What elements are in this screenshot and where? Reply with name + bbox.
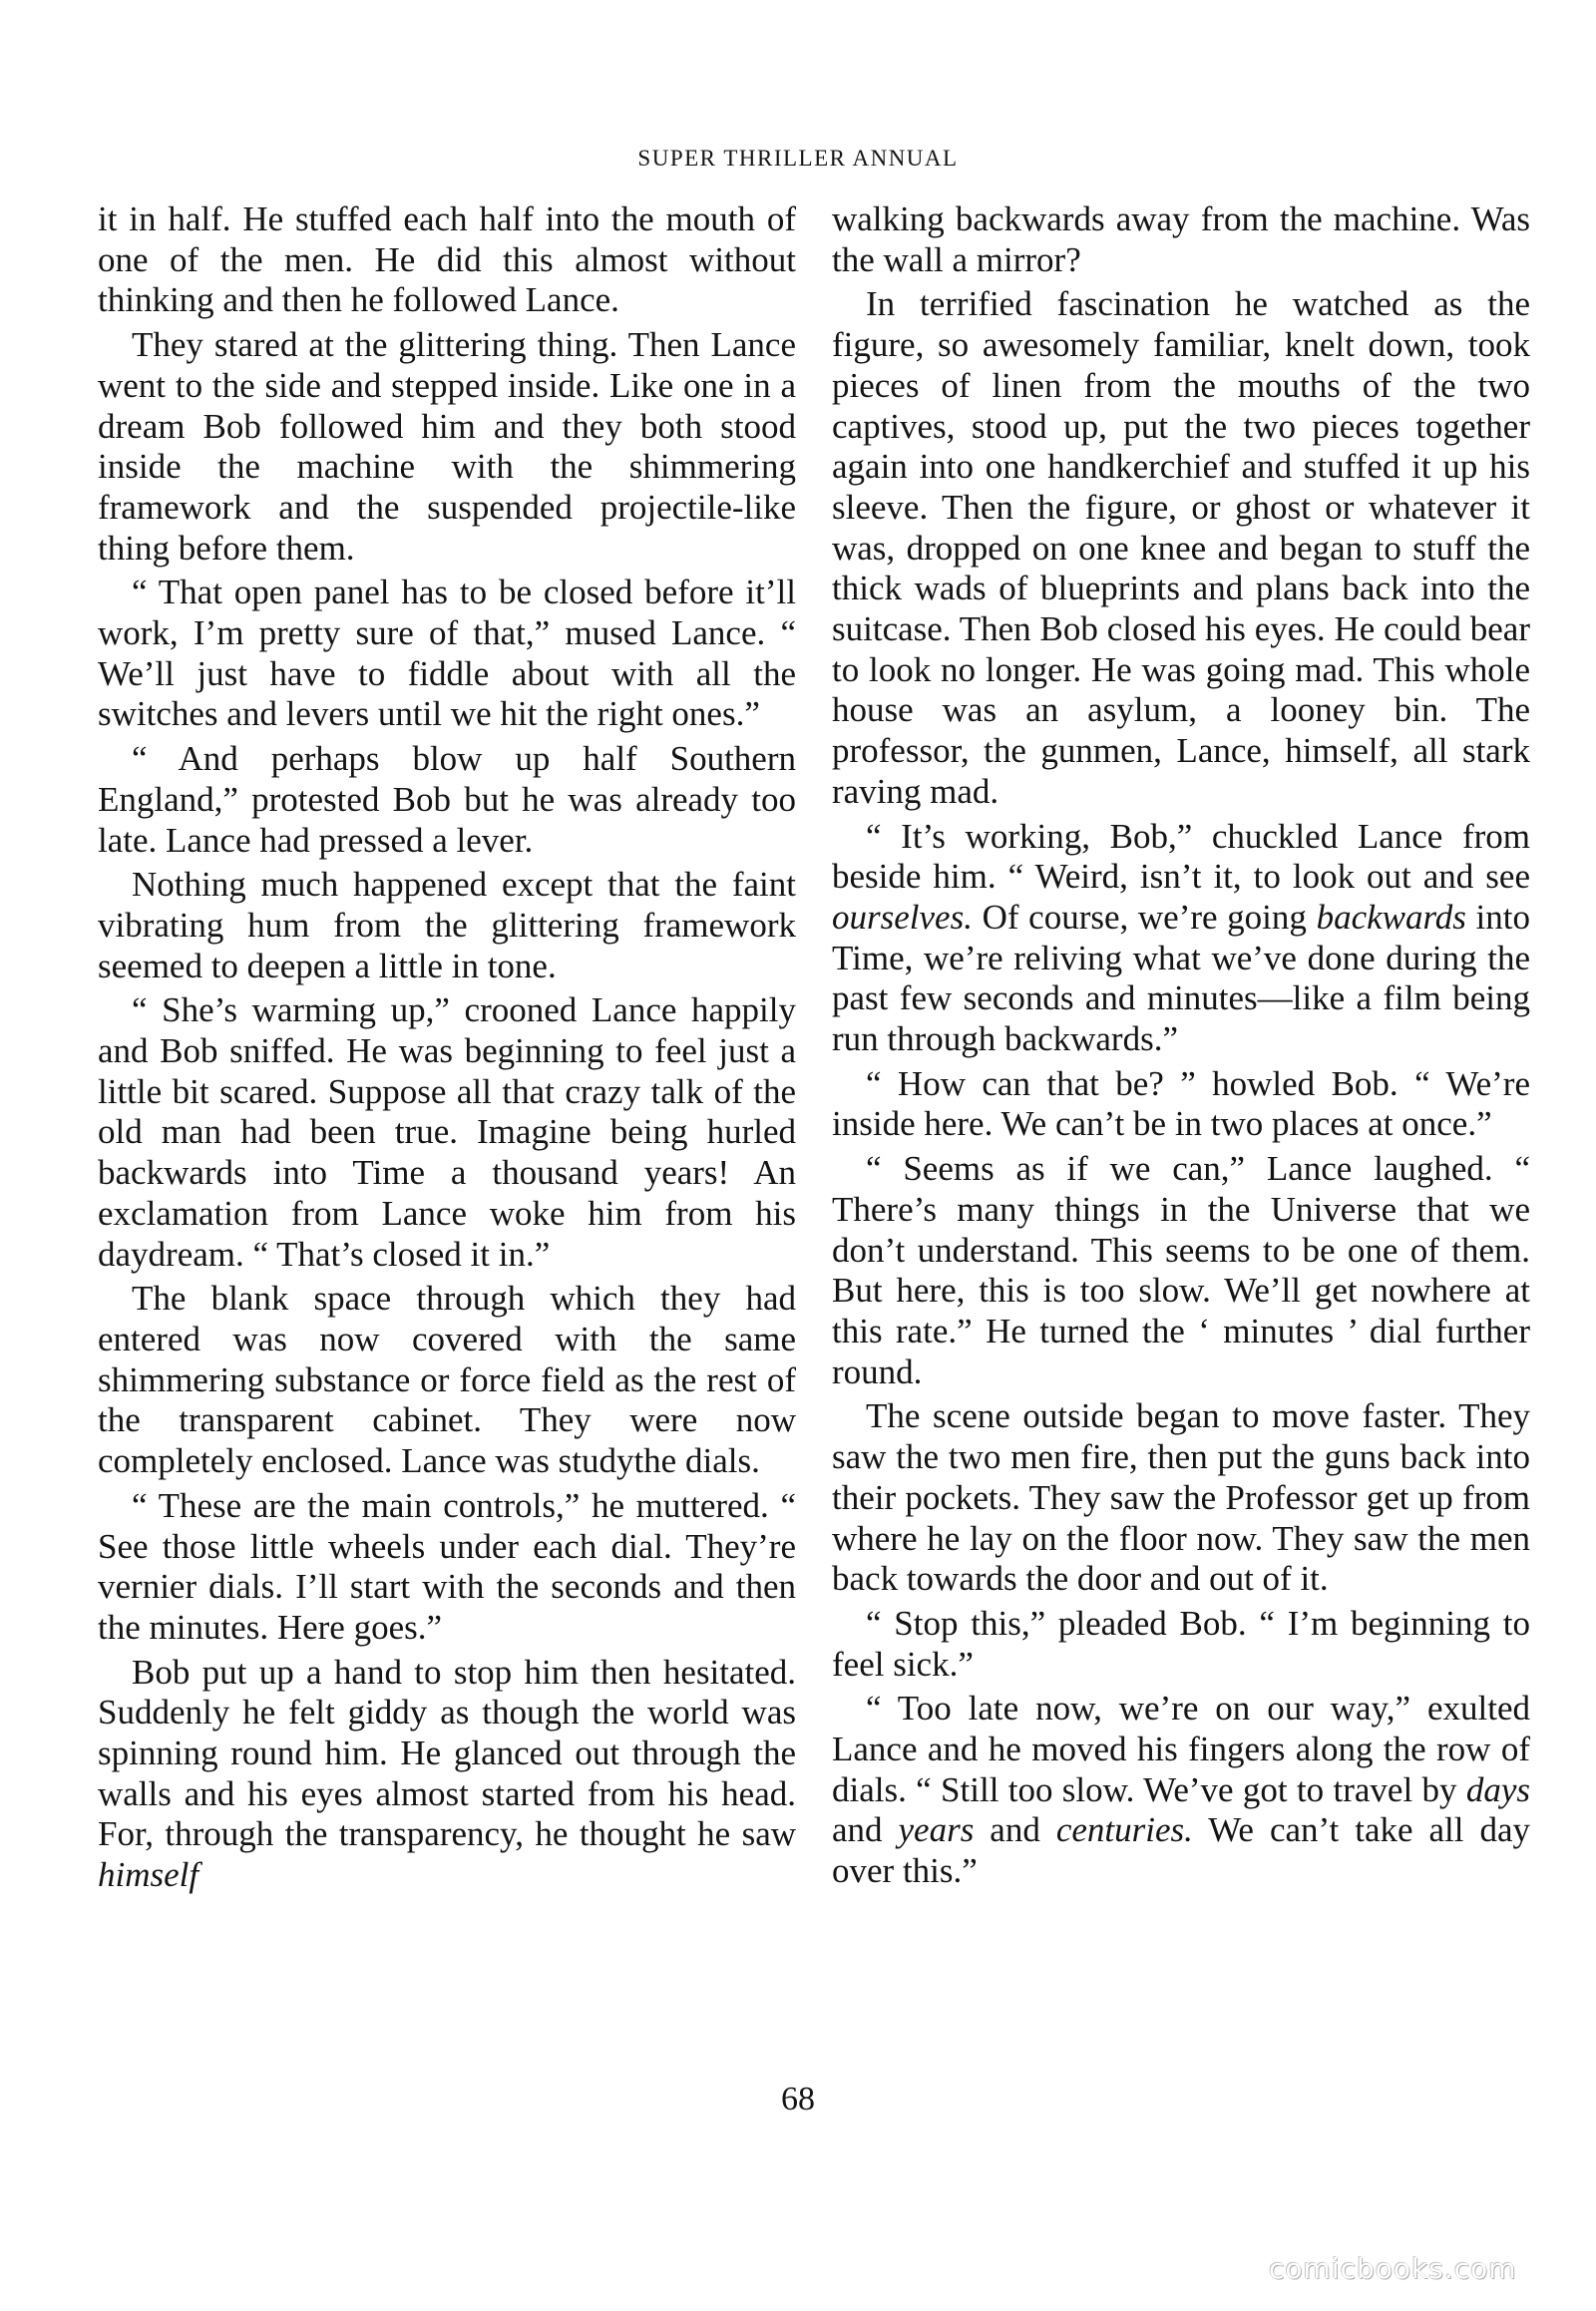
italic-word: ourselves. xyxy=(832,897,973,937)
paragraph: They stared at the glittering thing. Then Lance went to the side and stepped inside. Like one in a dream Bob followed him and they both stood inside the machine with the shimmering framework and the suspended projectile-like thing before them. xyxy=(98,325,796,568)
italic-word: centuries. xyxy=(1055,1810,1193,1850)
paragraph xyxy=(98,1653,796,1896)
left-text-column xyxy=(98,199,796,2075)
paragraph: Nothing much happened except that the faint vibrating hum from the glittering framework seemed to deepen a little in tone. xyxy=(98,865,796,985)
paragraph-text: and xyxy=(832,1810,899,1850)
paragraph-text: into Time, we’re reliving what we’ve done during the past few seconds and minutes—like a film being run through backwards.” xyxy=(832,897,1531,1059)
paragraph-text: “ It’s working, Bob,” chuckled Lance from beside him. “ Weird, isn’t it, to look out and see xyxy=(832,816,1530,897)
paragraph: “ And perhaps blow up half Southern England,” protested Bob but he was already too late. Lance had pressed a lever. xyxy=(98,739,796,860)
paragraph-text: Bob put up a hand to stop him then hesitated. Suddenly he felt giddy as though the world was spinning round him. He glanced out through the walls and his eyes almost started from his head. For, through the transparency, he thought he saw xyxy=(98,1652,796,1854)
paragraph: “ That open panel has to be closed before it’ll work, I’m pretty sure of that,” mused Lance. “ We’ll just have to fiddle about with all the switches and levers until we hit the right ones.” xyxy=(98,573,796,734)
paragraph-text: Of course, we’re going xyxy=(972,897,1317,937)
paragraph xyxy=(832,1689,1530,1892)
paragraph: “ Seems as if we can,” Lance laughed. “ There’s many things in the Universe that we don’t understand. This seems to be one of them. But here, this is too slow. We’ll get nowhere at this rate.” He turned the ‘ minutes ’ dial further round. xyxy=(832,1149,1530,1391)
page-number: 68 xyxy=(781,2081,815,2118)
paragraph: it in half. He stuffed each half into the mouth of one of the men. He did this almost without thinking and then he followed Lance. xyxy=(98,199,796,320)
paragraph xyxy=(832,817,1530,1060)
paragraph: “ Stop this,” pleaded Bob. “ I’m beginning to feel sick.” xyxy=(832,1603,1530,1684)
paragraph-text: and xyxy=(974,1810,1056,1850)
running-header: SUPER THRILLER ANNUAL xyxy=(637,146,959,171)
paragraph-text: We can’t take all day over this.” xyxy=(832,1810,1530,1891)
paragraph: “ These are the main controls,” he muttered. “ See those little wheels under each dial. They’re vernier dials. I’ll start with the seconds and then the minutes. Here goes.” xyxy=(98,1485,796,1647)
right-text-column xyxy=(832,199,1530,2075)
paragraph: “ She’s warming up,” crooned Lance happily and Bob sniffed. He was beginning to feel just a little bit scared. Suppose all that crazy talk of the old man had been true. Imagine being hurled backwards into Time a thousand years! An exclamation from Lance woke him from his daydream. “ That’s closed it in.” xyxy=(98,990,796,1274)
site-watermark: comicbooks.com xyxy=(1269,2252,1517,2285)
paragraph: The scene outside began to move faster. They saw the two men fire, then put the guns back into their pockets. They saw the Professor get up from where he lay on the floor now. They saw the men back towards the door and out of it. xyxy=(832,1396,1530,1599)
paragraph: The blank space through which they had entered was now covered with the same shimmering substance or force field as the rest of the transparent cabinet. They were now completely enclosed. Lance was studythe dials. xyxy=(98,1279,796,1481)
italic-word: years xyxy=(898,1810,975,1850)
paragraph: “ How can that be? ” howled Bob. “ We’re inside here. We can’t be in two places at once.” xyxy=(832,1063,1530,1144)
italic-word: backwards xyxy=(1316,897,1466,937)
italic-word: days xyxy=(1465,1769,1530,1809)
paragraph-text: “ Too late now, we’re on our way,” exulted Lance and he moved his fingers along the row of dials. “ Still too slow. We’ve got to travel by xyxy=(832,1689,1530,1809)
italic-word: himself xyxy=(98,1855,200,1895)
paragraph: In terrified fascination he watched as the figure, so awesomely familiar, knelt down, took pieces of linen from the mouths of the two captives, stood up, put the two pieces together again into one handkerchief and stuffed it up his sleeve. Then the figure, or ghost or whatever it was, dropped on one knee and began to stuff the thick wads of blueprints and plans back into the suitcase. Then Bob closed his eyes. He could bear to look no longer. He was going mad. This whole house was an asylum, a looney bin. The professor, the gunmen, Lance, himself, all stark raving mad. xyxy=(832,284,1530,811)
paragraph: walking backwards away from the machine. Was the wall a mirror? xyxy=(832,199,1530,279)
